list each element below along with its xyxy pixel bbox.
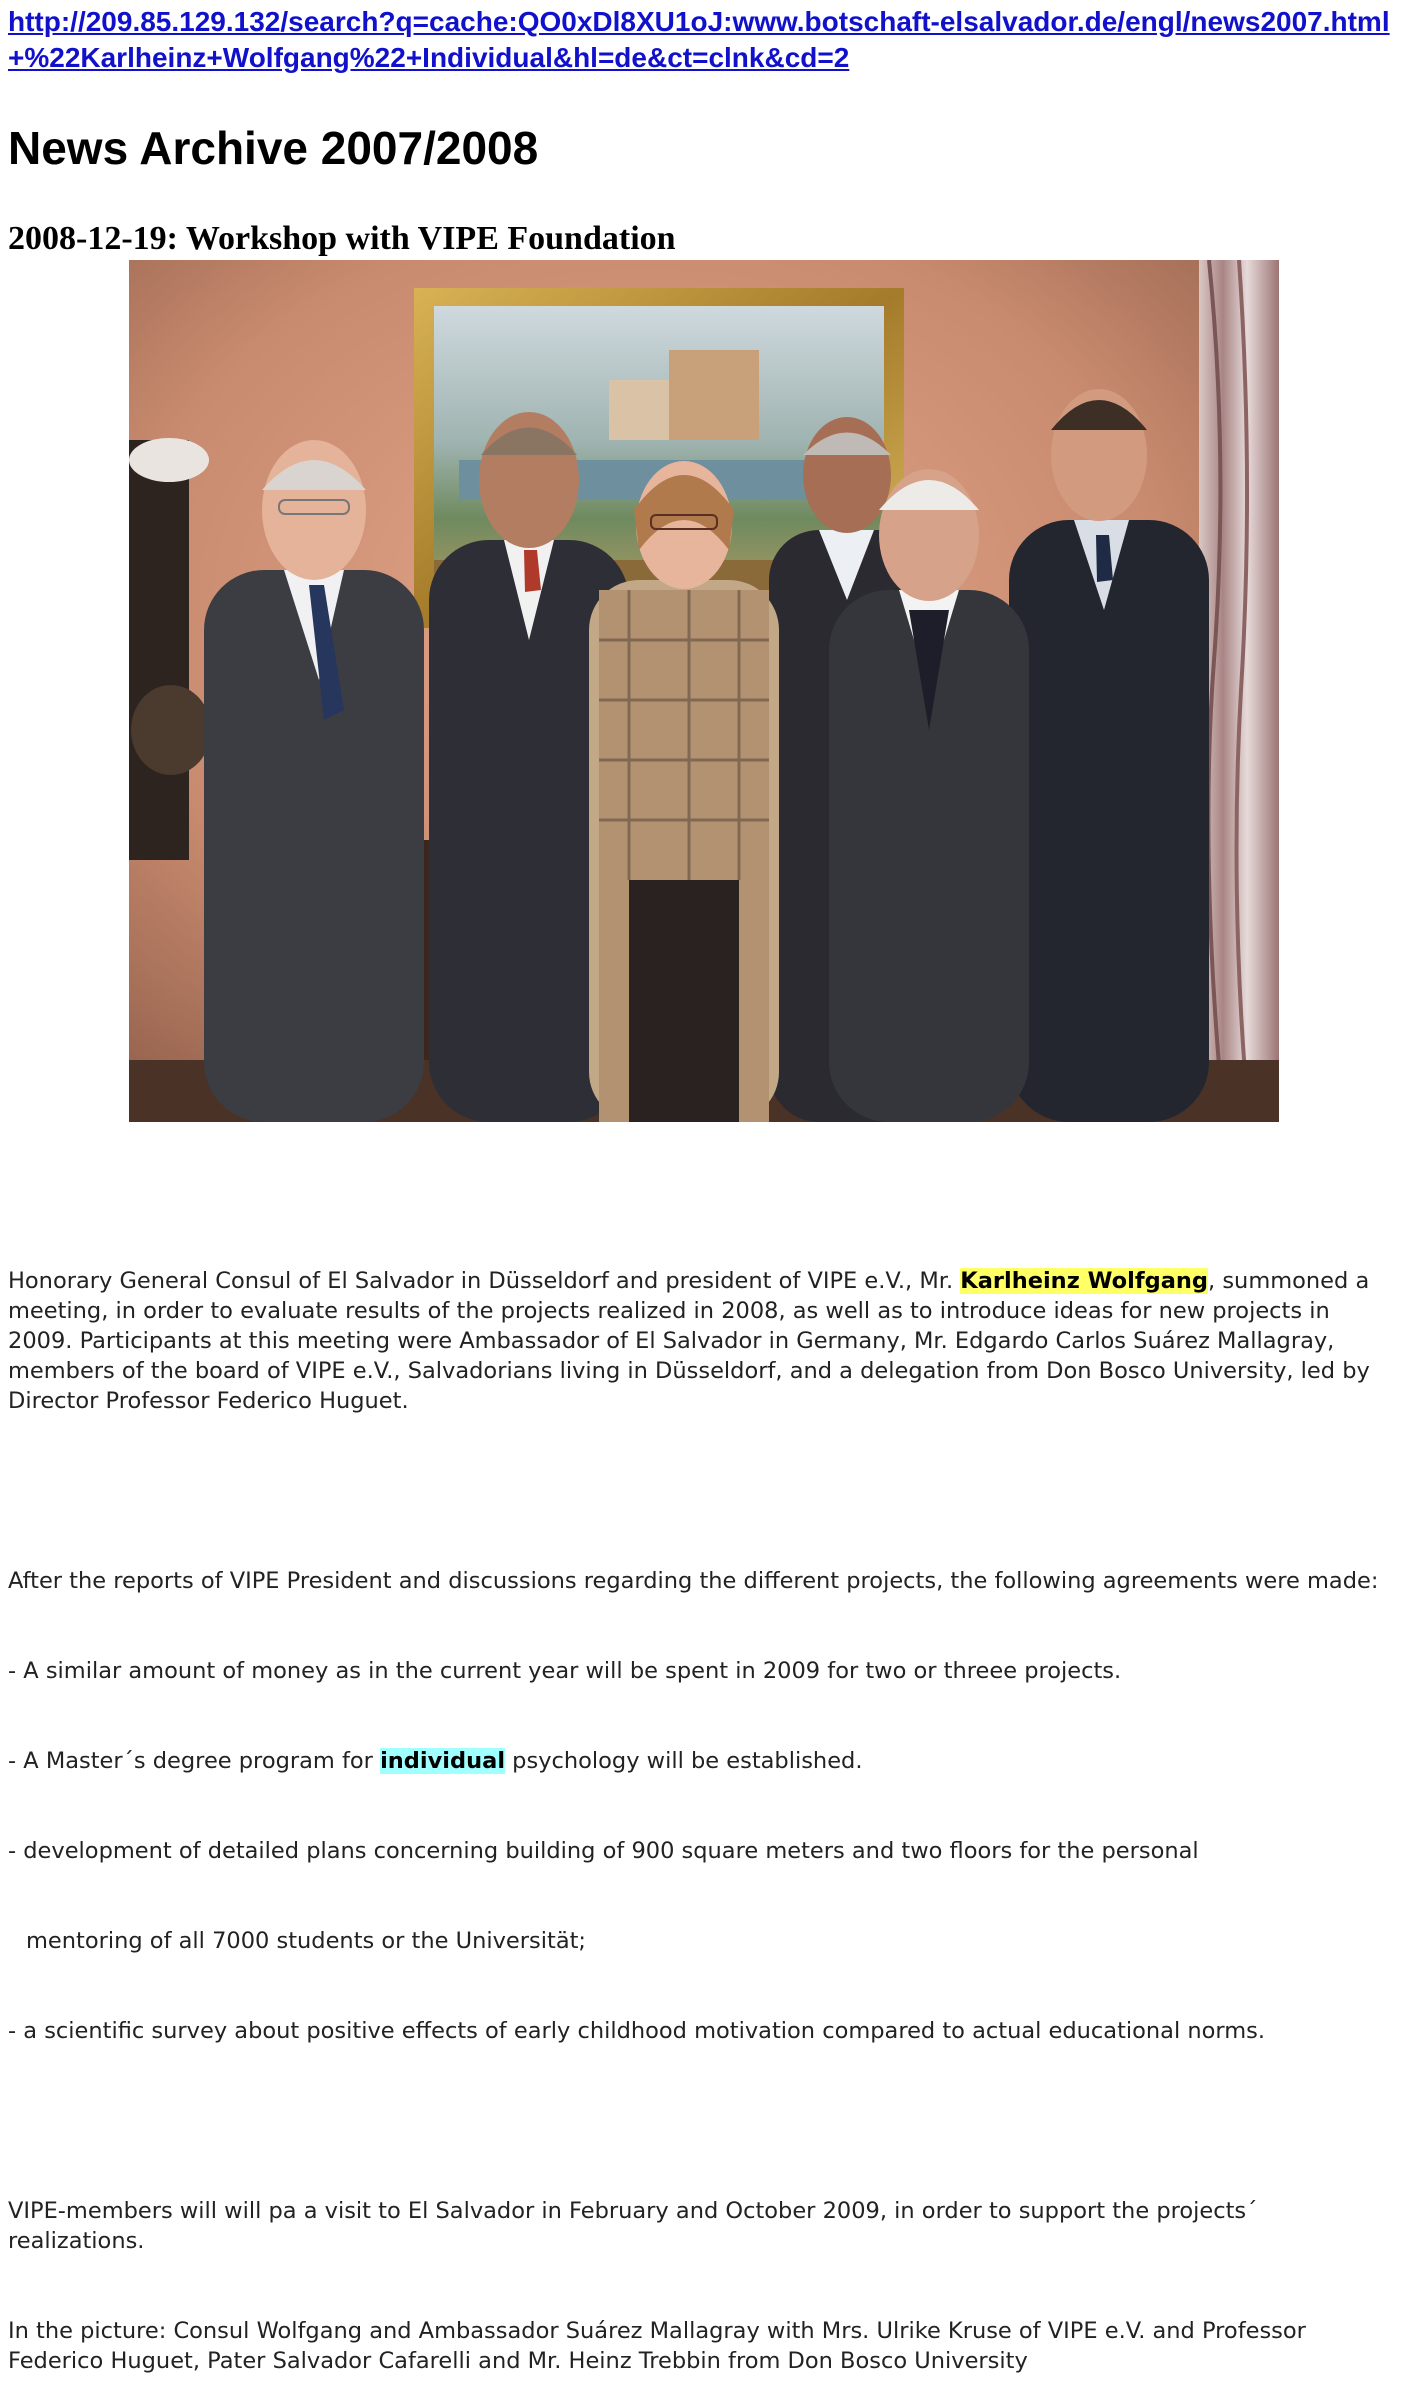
list-item: - A Master´s degree program for individual psychology will be established. <box>8 1748 863 1774</box>
news-heading: 2008-12-19: Workshop with VIPE Foundation <box>8 220 676 257</box>
article-paragraph: After the reports of VIPE President and discussions regarding the different projects, the following agreements were made: <box>8 1568 1379 1594</box>
article-paragraph: VIPE-members will will pa a visit to El Salvador in February and October 2009, in order to support the projects´ realizations. <box>8 2198 1265 2254</box>
list-item: - A similar amount of money as in the current year will be spent in 2009 for two or threee projects. <box>8 1658 1122 1684</box>
article-body <box>8 1206 1398 2406</box>
list-item-continuation: mentoring of all 7000 students or the Universität; <box>26 1928 587 1954</box>
list-item: - development of detailed plans concerning building of 900 square meters and two floors for the personal <box>8 1838 1199 1864</box>
article-paragraph: Honorary General Consul of El Salvador in Düsseldorf and president of VIPE e.V., Mr. Karlheinz Wolfgang, summoned a meeting, in order to evaluate results of the projects realized in 2008, as well as to introduce ideas for new projects in 2009. Participants at this meeting were Ambassador of El Salvador in Germany, Mr. Edgardo Carlos Suárez Mallagray, members of the board of VIPE e.V., Salvadorians living in Düsseldorf, and a delegation from Don Bosco University, led by Director Professor Federico Huguet. <box>8 1268 1377 1414</box>
cache-url-link[interactable]: http://209.85.129.132/search?q=cache:QO0xDl8XU1oJ:www.botschaft-elsalvador.de/engl/news2007.html+%22Karlheinz+Wolfgang%22+Individual&hl=de&ct=clnk&cd=2 <box>8 6 1390 73</box>
group-photo <box>129 260 1279 1122</box>
list-item: - a scientific survey about positive effects of early childhood motivation compared to actual educational norms. <box>8 2018 1266 2044</box>
highlighted-term: individual <box>380 1748 506 1774</box>
highlighted-name: Karlheinz Wolfgang <box>960 1268 1209 1294</box>
photo-caption: In the picture: Consul Wolfgang and Ambassador Suárez Mallagray with Mrs. Ulrike Kruse of VIPE e.V. and Professor Federico Huguet, Pater Salvador Cafarelli and Mr. Heinz Trebbin from Don Bosco University <box>8 2318 1314 2374</box>
page-title: News Archive 2007/2008 <box>8 122 539 174</box>
